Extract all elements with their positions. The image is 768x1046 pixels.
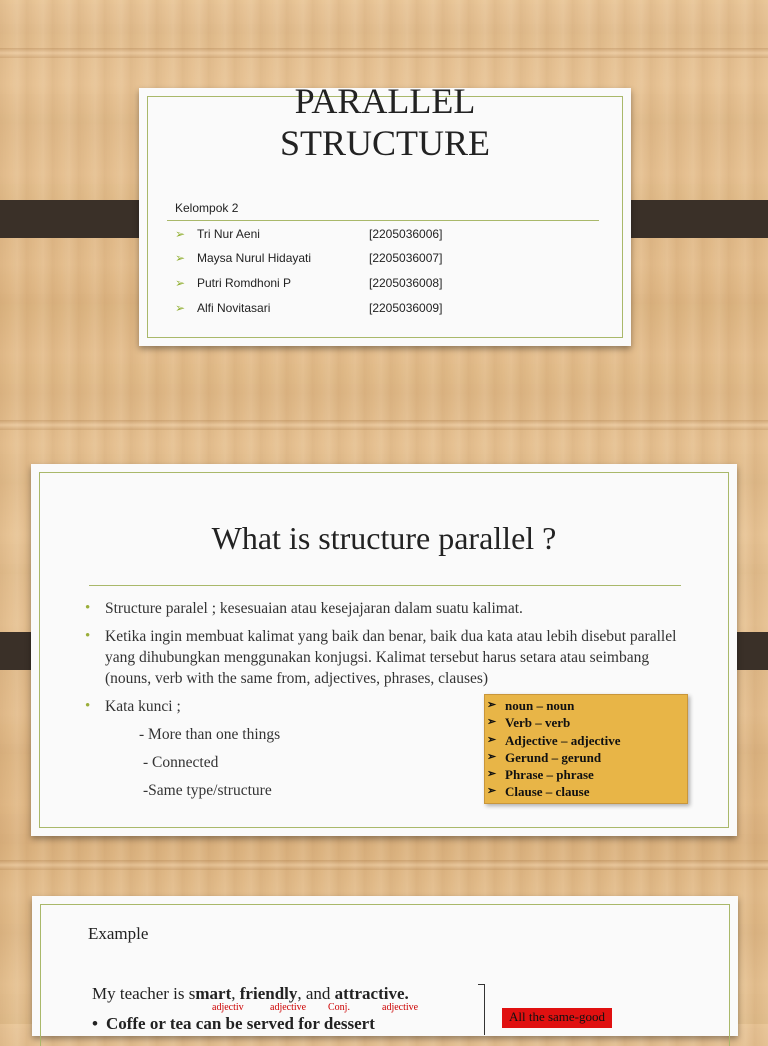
bullet-text: Structure paralel ; kesesuaian atau kesejajaran dalam suatu kalimat. [105,600,523,617]
member-name: Putri Romdhoni P [197,276,292,290]
pair-item: ➢ Phrase – phrase [487,767,594,782]
bracket-line [478,984,485,1035]
bullet-text: Ketika ingin membuat kalimat yang baik dan benar, baik dua kata atau lebih disebut parallel yang dihubungkan menggunakan konjugsi. Kalimat tersebut harus setara atau seimbang (nouns, verb with the same from, adjectives, phrases, clauses) [105,628,677,687]
arrow-bullet-icon: ➢ [175,227,186,241]
pos-label: Conj. [328,1002,350,1013]
member-item [175,226,595,242]
member-name: Alfi Novitasari [197,301,271,315]
group-name: Kelompok 2 [175,201,239,215]
member-name: Maysa Nurul Hidayati [197,251,312,265]
member-nim: [2205036007] [369,251,443,265]
member-item [175,300,595,316]
arrow-bullet-icon: ➢ [175,301,186,315]
arrow-bullet-icon: ➢ [175,276,186,290]
bullet-item [85,626,685,689]
member-nim: [2205036006] [369,227,443,241]
example-heading: Example [88,924,149,943]
arrow-bullet-icon: ➢ [487,785,497,797]
wood-grain-band [0,48,768,58]
highlight-note: All the same-good [502,1008,612,1028]
slide-title[interactable] [139,81,631,346]
bullet-dot-icon: • [85,628,91,644]
arrow-bullet-icon: ➢ [487,768,497,780]
slide1-left-tab [0,200,142,238]
arrow-bullet-icon: ➢ [487,699,497,711]
pair-item: ➢ Gerund – gerund [487,750,602,765]
bullet-text: Kata kunci ; [105,698,181,715]
example-sentence: My teacher is smart, friendly, and attractive. [92,984,409,1003]
keyword-item: - More than one things [139,726,281,743]
slide1-right-tab [612,200,768,238]
member-item [175,250,595,266]
bullet-item [85,598,685,619]
arrow-bullet-icon: ➢ [175,251,186,265]
pos-label: adjectiv [212,1002,244,1013]
member-name: Tri Nur Aeni [197,227,260,241]
pos-label: adjective [270,1002,307,1013]
slide-definition[interactable] [31,464,737,836]
member-item [175,275,595,291]
pair-item: ➢ Adjective – adjective [487,733,621,748]
pair-item: ➢ Verb – verb [487,715,571,730]
bullet-dot-icon: • [85,698,91,714]
pos-label: adjective [382,1002,419,1013]
arrow-bullet-icon: ➢ [487,734,497,746]
bullet-dot-icon: • [85,600,91,616]
keyword-item: -Same type/structure [143,782,272,799]
slide-example[interactable] [32,896,738,1036]
example-line-2: • Coffe or tea can be served for dessert [92,1014,375,1033]
member-nim: [2205036009] [369,301,443,315]
pair-item: ➢ noun – noun [487,698,575,713]
arrow-bullet-icon: ➢ [487,716,497,728]
slide-heading: What is structure parallel ? [211,520,557,556]
arrow-bullet-icon: ➢ [487,751,497,763]
pair-item: ➢ Clause – clause [487,784,590,799]
title-line-1: PARALLEL [294,81,476,121]
heading-divider [89,585,681,586]
wood-grain-band [0,420,768,430]
bullet-dot-icon: • [92,1014,98,1033]
title-divider [167,220,599,221]
slide-title-heading [139,80,631,164]
member-nim: [2205036008] [369,276,443,290]
pairs-box [484,694,688,804]
wood-grain-band [0,860,768,870]
title-line-2: STRUCTURE [279,123,491,163]
keyword-item: - Connected [143,754,219,771]
